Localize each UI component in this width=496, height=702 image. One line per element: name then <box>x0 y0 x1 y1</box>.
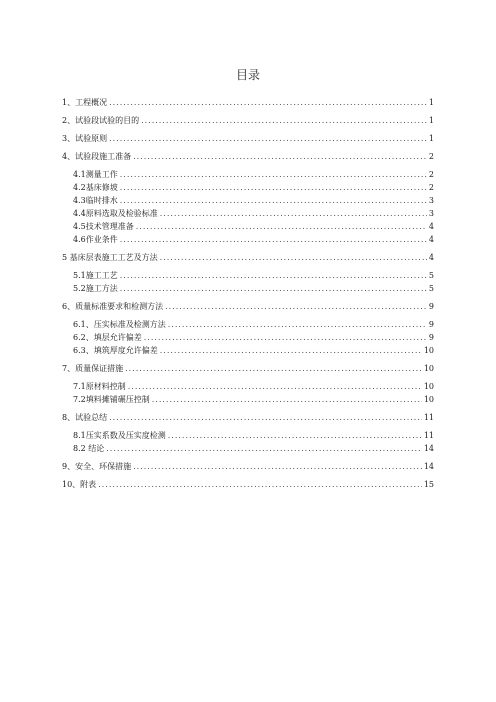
toc-entry-page: 2 <box>428 170 434 179</box>
table-of-contents <box>62 97 434 491</box>
toc-entry-page: 4 <box>428 253 434 262</box>
toc-entry[interactable] <box>62 133 434 145</box>
toc-entry-page: 4 <box>428 222 434 231</box>
toc-entry-page: 15 <box>423 480 434 489</box>
toc-leader-dots <box>144 332 427 344</box>
toc-leader-dots <box>98 479 422 491</box>
toc-entry-page: 9 <box>428 302 434 311</box>
toc-entry[interactable] <box>62 412 434 424</box>
toc-entry-label: 3、试验原则 <box>62 134 108 143</box>
toc-entry[interactable] <box>62 381 434 393</box>
toc-entry[interactable] <box>62 479 434 491</box>
toc-leader-dots <box>152 394 422 406</box>
toc-leader-dots <box>165 301 427 313</box>
toc-entry-label: 8、试验总结 <box>62 413 108 422</box>
toc-leader-dots <box>120 283 427 295</box>
toc-leader-dots <box>128 381 422 393</box>
toc-entry-page: 10 <box>423 364 434 373</box>
toc-leader-dots <box>160 345 422 357</box>
toc-leader-dots <box>120 270 427 282</box>
toc-entry-page: 10 <box>423 346 434 355</box>
toc-entry[interactable] <box>62 221 434 233</box>
toc-entry[interactable] <box>62 319 434 331</box>
toc-entry-page: 9 <box>428 320 434 329</box>
toc-entry-label: 6.3、填筑厚度允许偏差 <box>73 346 158 355</box>
toc-entry[interactable] <box>62 97 434 109</box>
toc-entry-page: 4 <box>428 235 434 244</box>
toc-entry-page: 14 <box>423 462 434 471</box>
toc-entry-label: 5.1施工工艺 <box>73 271 118 280</box>
toc-entry[interactable] <box>62 182 434 194</box>
toc-entry[interactable] <box>62 270 434 282</box>
toc-entry[interactable] <box>62 461 434 473</box>
toc-entry[interactable] <box>62 430 434 442</box>
toc-entry[interactable] <box>62 151 434 163</box>
toc-entry[interactable] <box>62 169 434 181</box>
toc-entry-label: 6.2、填层允许偏差 <box>73 333 142 342</box>
toc-entry-label: 4.1测量工作 <box>73 170 118 179</box>
toc-entry-page: 3 <box>428 209 434 218</box>
toc-leader-dots <box>133 461 422 473</box>
toc-entry-page: 10 <box>423 382 434 391</box>
toc-entry[interactable] <box>62 283 434 295</box>
toc-title: 目录 <box>235 68 260 82</box>
toc-entry[interactable] <box>62 332 434 344</box>
toc-leader-dots <box>160 252 427 264</box>
toc-entry[interactable] <box>62 443 434 455</box>
toc-leader-dots <box>168 430 422 442</box>
toc-entry-page: 1 <box>428 116 434 125</box>
toc-entry-label: 4.3临时排水 <box>73 196 118 205</box>
toc-leader-dots <box>160 208 427 220</box>
toc-entry-label: 9、安全、环保措施 <box>62 462 132 471</box>
toc-entry-label: 7、质量保证措施 <box>62 364 124 373</box>
toc-entry[interactable] <box>62 345 434 357</box>
toc-leader-dots <box>133 151 427 163</box>
toc-leader-dots <box>168 319 427 331</box>
toc-entry-label: 8.2 结论 <box>73 444 105 453</box>
toc-leader-dots <box>120 234 427 246</box>
toc-leader-dots <box>141 115 427 127</box>
toc-leader-dots <box>120 169 427 181</box>
toc-entry-label: 1、工程概况 <box>62 98 108 107</box>
toc-entry-label: 4.4原料选取及检验标准 <box>73 209 158 218</box>
toc-entry-label: 4、试验段施工准备 <box>62 152 132 161</box>
toc-entry-label: 10、附表 <box>62 480 97 489</box>
toc-leader-dots <box>106 443 422 455</box>
toc-entry-page: 10 <box>423 395 434 404</box>
toc-entry-page: 9 <box>428 333 434 342</box>
toc-entry-page: 2 <box>428 183 434 192</box>
toc-entry-label: 6.1、压实标准及检测方法 <box>73 320 166 329</box>
toc-entry-page: 1 <box>428 98 434 107</box>
toc-entry-label: 8.1压实系数及压实度检测 <box>73 431 166 440</box>
toc-entry-page: 5 <box>428 284 434 293</box>
toc-entry[interactable] <box>62 208 434 220</box>
toc-entry-label: 4.5技术管理准备 <box>73 222 134 231</box>
toc-entry-label: 4.6作业条件 <box>73 235 118 244</box>
toc-entry-label: 6、质量标准要求和检测方法 <box>62 302 164 311</box>
toc-entry[interactable] <box>62 195 434 207</box>
toc-entry-label: 2、试验段试验的目的 <box>62 116 140 125</box>
toc-entry[interactable] <box>62 394 434 406</box>
toc-entry-page: 11 <box>423 413 434 422</box>
toc-entry-page: 14 <box>423 444 434 453</box>
toc-entry-label: 7.2填料摊铺碾压控制 <box>73 395 150 404</box>
toc-entry[interactable] <box>62 363 434 375</box>
toc-entry-page: 3 <box>428 196 434 205</box>
toc-leader-dots <box>136 221 427 233</box>
toc-entry-label: 5 基床层表施工工艺及方法 <box>62 253 158 262</box>
toc-entry-page: 1 <box>428 134 434 143</box>
toc-entry-page: 11 <box>423 431 434 440</box>
toc-leader-dots <box>109 97 427 109</box>
toc-leader-dots <box>109 133 427 145</box>
toc-leader-dots <box>120 195 427 207</box>
toc-leader-dots <box>109 412 422 424</box>
toc-entry-label: 7.1原材料控制 <box>73 382 126 391</box>
toc-leader-dots <box>120 182 427 194</box>
toc-leader-dots <box>125 363 422 375</box>
toc-entry[interactable] <box>62 252 434 264</box>
toc-entry-page: 2 <box>428 152 434 161</box>
toc-entry-label: 4.2基床修坡 <box>73 183 118 192</box>
toc-entry[interactable] <box>62 115 434 127</box>
toc-entry[interactable] <box>62 234 434 246</box>
toc-entry-page: 5 <box>428 271 434 280</box>
toc-entry-label: 5.2施工方法 <box>73 284 118 293</box>
toc-entry[interactable] <box>62 301 434 313</box>
